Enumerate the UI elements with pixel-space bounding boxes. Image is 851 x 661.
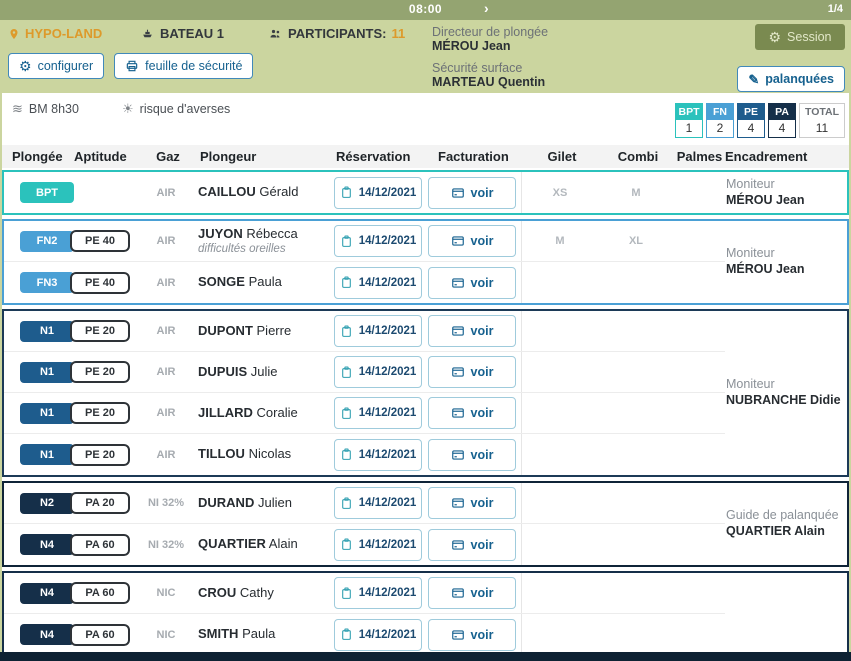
waves-icon: ≋ (12, 101, 23, 116)
aptitude-badge: PE 20 (70, 444, 130, 466)
combi-size: M (631, 186, 641, 199)
billing-voir-button[interactable]: voir (428, 487, 516, 519)
table-row (4, 393, 725, 434)
configure-label: configurer (37, 59, 94, 73)
gear-icon: ⚙ (768, 29, 782, 45)
gas-label: AIR (156, 235, 176, 247)
col-combi: Combi (617, 149, 659, 164)
aptitude-badge: PA 20 (70, 492, 130, 514)
billing-voir-button[interactable]: voir (428, 619, 516, 651)
aptitude-badge: PE 40 (70, 230, 130, 252)
col-encadrement: Encadrement (725, 149, 808, 164)
safety-sheet-label: feuille de sécurité (145, 59, 243, 73)
participants-label: PARTICIPANTS: (288, 26, 387, 41)
level-badge: N1 (20, 362, 74, 383)
session-label: Session (787, 30, 832, 44)
surface-security-label: Sécurité surface (432, 61, 523, 75)
bottom-bar (0, 652, 851, 661)
billing-voir-button[interactable]: voir (428, 439, 516, 471)
aptitude-badge: PE 20 (70, 361, 130, 383)
counter-fn: FN 2 (706, 103, 734, 138)
credit-card-icon (451, 496, 465, 510)
counter-pa: PA 4 (768, 103, 796, 138)
encadrement-cell: Moniteur MÉROU Jean (726, 176, 805, 207)
chevron-right-icon[interactable]: › (484, 0, 489, 16)
counter-total: TOTAL 11 (799, 103, 845, 138)
gas-label: AIR (156, 366, 176, 378)
gas-label: AIR (156, 448, 176, 461)
counter-pe: PE 4 (737, 103, 765, 138)
level-badge: N1 (20, 321, 74, 342)
gas-label: AIR (156, 407, 176, 419)
level-counters (675, 103, 845, 138)
reservation-date-button[interactable]: 14/12/2021 (334, 487, 422, 519)
boat-icon (140, 27, 155, 40)
main-content (2, 93, 849, 661)
clipboard-icon (340, 497, 353, 510)
reservation-date-button[interactable]: 14/12/2021 (334, 577, 422, 609)
aptitude-badge: PE 20 (70, 320, 130, 342)
table-row (4, 172, 725, 213)
configure-button[interactable] (8, 53, 104, 79)
gear-icon: ⚙ (19, 58, 32, 74)
gas-label: AIR (156, 276, 176, 289)
billing-voir-button[interactable]: voir (428, 177, 516, 209)
diver-name: DUPONT Pierre (198, 322, 292, 338)
table-row (4, 262, 725, 303)
participants-icon (268, 28, 283, 40)
col-facturation: Facturation (438, 149, 509, 164)
billing-voir-button[interactable]: voir (428, 356, 516, 388)
palanquee-group (2, 170, 849, 215)
col-aptitude: Aptitude (74, 149, 127, 164)
reservation-date-button[interactable]: 14/12/2021 (334, 619, 422, 651)
palanquee-group (2, 481, 849, 567)
clipboard-icon (340, 407, 353, 420)
diver-name: CAILLOU Gérald (198, 184, 299, 200)
diver-name: SMITH Paula (198, 626, 276, 642)
participants-info (268, 26, 405, 41)
clipboard-icon (340, 587, 353, 600)
director-label: Directeur de plongée (432, 25, 549, 39)
level-badge: FN3 (20, 272, 74, 293)
diver-name: DURAND Julien (198, 494, 292, 510)
level-badge: N4 (20, 624, 74, 645)
billing-voir-button[interactable]: voir (428, 397, 516, 429)
gas-label: NIC (156, 587, 176, 599)
safety-sheet-button[interactable] (114, 53, 253, 79)
encadrement-cell: Moniteur NUBRANCHE Didie (726, 377, 841, 407)
clipboard-icon (340, 366, 353, 379)
palanquee-group (2, 571, 849, 657)
credit-card-icon (451, 586, 465, 600)
diver-name: DUPUIS Julie (198, 363, 278, 379)
director-name: MÉROU Jean (432, 39, 511, 53)
palanquees-button[interactable] (737, 66, 845, 92)
clipboard-icon (340, 276, 353, 289)
credit-card-icon (451, 448, 465, 462)
gas-label: AIR (156, 186, 176, 199)
combi-size: XL (628, 235, 644, 247)
col-plongee: Plongée (12, 149, 63, 164)
conditions-row (2, 93, 849, 145)
col-gaz: Gaz (156, 149, 180, 164)
pencil-icon: ✎ (748, 71, 760, 87)
site-name: HYPO-LAND (25, 26, 103, 41)
reservation-date-button[interactable]: 14/12/2021 (334, 356, 422, 388)
reservation-date-button[interactable]: 14/12/2021 (334, 397, 422, 429)
gilet-size: M (555, 235, 565, 247)
tide-label: BM 8h30 (28, 102, 79, 116)
tide-info (12, 101, 79, 117)
col-plongeur: Plongeur (200, 149, 257, 164)
billing-voir-button[interactable]: voir (428, 315, 516, 347)
diver-name: SONGE Paula (198, 274, 282, 290)
credit-card-icon (451, 406, 465, 420)
table-row (4, 614, 725, 655)
diver-name: CROU Cathy (198, 584, 274, 600)
palanquees-label: palanquées (765, 72, 834, 86)
table-row (4, 434, 725, 475)
credit-card-icon (451, 628, 465, 642)
credit-card-icon (451, 538, 465, 552)
level-badge: N4 (20, 583, 74, 604)
diver-note: difficultés oreilles (198, 242, 286, 255)
clipboard-icon (340, 186, 353, 199)
billing-voir-button[interactable]: voir (428, 267, 516, 299)
clipboard-icon (340, 628, 353, 641)
site-info (8, 26, 102, 41)
level-badge: N2 (20, 493, 74, 514)
aptitude-badge: PA 60 (70, 624, 130, 646)
page-indicator: 1/4 (827, 3, 843, 15)
surface-security-name: MARTEAU Quentin (432, 75, 546, 89)
weather-label: risque d'averses (139, 102, 231, 116)
table-row (4, 311, 725, 352)
gas-label: NI 32% (147, 538, 185, 551)
level-badge: N4 (20, 534, 74, 555)
credit-card-icon (451, 324, 465, 338)
table-row (4, 483, 725, 524)
credit-card-icon (451, 186, 465, 200)
diver-name: JILLARD Coralie (198, 404, 298, 420)
participants-count: 11 (391, 26, 406, 41)
director-block (432, 25, 548, 53)
billing-voir-button[interactable]: voir (428, 529, 516, 561)
reservation-date-button[interactable]: 14/12/2021 (334, 177, 422, 209)
palanquee-group (2, 309, 849, 477)
reservation-date-button[interactable]: 14/12/2021 (334, 529, 422, 561)
col-palmes: Palmes (676, 149, 723, 164)
reservation-date-button[interactable]: 14/12/2021 (334, 315, 422, 347)
billing-voir-button[interactable]: voir (428, 577, 516, 609)
clipboard-icon (340, 235, 353, 248)
aptitude-badge: PA 60 (70, 534, 130, 556)
clipboard-icon (340, 538, 353, 551)
level-badge: N1 (20, 444, 74, 465)
col-reservation: Réservation (336, 149, 411, 164)
location-pin-icon (8, 27, 20, 41)
encadrement-cell (725, 573, 847, 655)
boat-name: BATEAU 1 (160, 26, 225, 41)
gas-label: NI 32% (147, 497, 185, 509)
gilet-size: XS (552, 186, 568, 199)
level-badge: BPT (20, 182, 74, 203)
table-row (4, 524, 725, 565)
table-row (4, 352, 725, 393)
credit-card-icon (451, 365, 465, 379)
printer-icon (125, 59, 139, 73)
level-badge: N1 (20, 403, 74, 424)
session-time: 08:00 (408, 2, 443, 16)
sun-icon: ☀ (122, 101, 134, 116)
col-gilet: Gilet (547, 149, 577, 164)
palanquee-group (2, 219, 849, 305)
diver-name: QUARTIER Alain (198, 536, 298, 552)
clipboard-icon (340, 325, 353, 338)
table-row (4, 221, 725, 262)
weather-info (122, 101, 230, 117)
session-header (0, 20, 851, 93)
reservation-date-button[interactable]: 14/12/2021 (334, 439, 422, 471)
table-header (2, 145, 849, 168)
encadrement-cell: Guide de palanquée QUARTIER Alain (726, 508, 839, 538)
boat-info (140, 26, 224, 41)
counter-bpt: BPT 1 (675, 103, 703, 138)
reservation-date-button[interactable]: 14/12/2021 (334, 267, 422, 299)
gas-label: NIC (156, 628, 176, 641)
billing-voir-button[interactable]: voir (428, 225, 516, 257)
table-row (4, 573, 725, 614)
session-button[interactable] (755, 24, 845, 50)
credit-card-icon (451, 276, 465, 290)
top-bar (0, 0, 851, 20)
clipboard-icon (340, 448, 353, 461)
credit-card-icon (451, 234, 465, 248)
aptitude-badge: PE 40 (70, 272, 130, 294)
reservation-date-button[interactable]: 14/12/2021 (334, 225, 422, 257)
aptitude-badge: PA 60 (70, 582, 130, 604)
diver-name: JUYON Rébecca difficultés oreilles (194, 226, 330, 257)
diver-name: TILLOU Nicolas (198, 446, 292, 462)
aptitude-badge: PE 20 (70, 402, 130, 424)
encadrement-cell: Moniteur MÉROU Jean (726, 246, 805, 276)
surface-security-block (432, 61, 545, 89)
level-badge: FN2 (20, 231, 74, 252)
gas-label: AIR (156, 325, 176, 337)
